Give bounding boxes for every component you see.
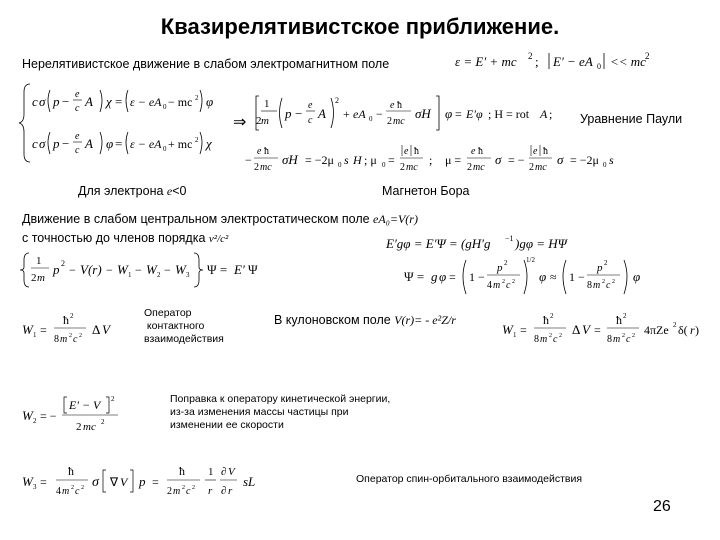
svg-text:c: c <box>75 145 80 156</box>
svg-text:E′ − V: E′ − V <box>69 398 101 412</box>
svg-text:1/2: 1/2 <box>526 256 535 264</box>
electron-note <box>78 184 187 199</box>
svg-text:8: 8 <box>54 334 59 345</box>
svg-text:8: 8 <box>534 334 539 345</box>
svg-text:ħ: ħ <box>414 146 419 157</box>
svg-text:p: p <box>139 474 146 489</box>
svg-text:1: 1 <box>208 466 214 478</box>
w2-label <box>170 393 440 432</box>
svg-text:σ: σ <box>557 152 564 167</box>
svg-text:∇: ∇ <box>110 475 119 489</box>
svg-text:=: = <box>455 107 462 121</box>
svg-text:mc: mc <box>473 162 485 173</box>
svg-text:=: = <box>449 270 456 284</box>
w1-label <box>144 307 254 346</box>
svg-text:ħ: ħ <box>264 146 269 157</box>
electron-note-var: e <box>166 184 173 198</box>
svg-text:Ψ =: Ψ = <box>404 269 425 284</box>
svg-text:2: 2 <box>111 395 115 403</box>
svg-text:g: g <box>431 269 438 284</box>
svg-text:2: 2 <box>70 312 74 320</box>
svg-text:− mc: − mc <box>168 95 193 109</box>
svg-text:Ψ: Ψ <box>248 262 258 277</box>
svg-text:s: s <box>609 153 614 167</box>
svg-text:sL: sL <box>243 474 256 489</box>
svg-text:eA: eA <box>353 107 366 121</box>
svg-text:m: m <box>60 334 68 345</box>
w3-label: Оператор спин-орбитального взаимодействия <box>356 473 583 485</box>
svg-text:A: A <box>540 107 548 121</box>
w2-label-line1: Поправка к оператору кинетической энергии, <box>170 393 391 405</box>
section2-heading-formula: eA₀=V(r) <box>373 212 418 226</box>
svg-text:σH: σH <box>282 152 298 167</box>
coulomb-heading-formula: V(r)= - e²Z/r <box>394 313 456 327</box>
svg-text:2: 2 <box>61 259 65 268</box>
svg-text:p: p <box>53 136 60 151</box>
svg-text:E′φ: E′φ <box>466 107 483 121</box>
svg-text:2: 2 <box>192 485 195 491</box>
svg-text:1: 1 <box>36 255 42 267</box>
svg-text:p: p <box>53 94 60 109</box>
svg-text:φ: φ <box>633 269 641 284</box>
electron-note-text: Для электрона <box>78 184 167 198</box>
svg-text:Ψ =: Ψ = <box>207 262 228 277</box>
svg-text:;: ; <box>535 54 539 69</box>
svg-text:φ: φ <box>206 94 214 109</box>
w1-label-line1: Оператор <box>144 307 192 319</box>
svg-text:m: m <box>62 486 70 497</box>
svg-text:2: 2 <box>101 418 105 426</box>
svg-text:∂: ∂ <box>221 466 227 478</box>
svg-text:2: 2 <box>549 333 552 339</box>
svg-text:ε = E′ + mc: ε = E′ + mc <box>455 54 517 69</box>
svg-text:−: − <box>62 94 70 109</box>
svg-text:=: = <box>115 94 123 109</box>
svg-text:2: 2 <box>69 333 72 339</box>
svg-text:W: W <box>22 408 33 423</box>
implication-arrow: ⇒ <box>233 114 247 131</box>
svg-text:−: − <box>295 106 303 121</box>
svg-text:φ: φ <box>539 269 547 284</box>
svg-text:<< mc: << mc <box>610 54 646 69</box>
svg-text:μ =: μ = <box>445 153 462 167</box>
svg-text:2: 2 <box>550 312 554 320</box>
transform-formula <box>386 232 616 254</box>
section2-heading2-text: с точностью до членов порядка <box>22 231 209 245</box>
svg-text:m: m <box>173 486 181 497</box>
svg-text:ħ: ħ <box>543 313 549 327</box>
w2-label-line2: из-за изменения массы частицы при <box>170 406 349 418</box>
svg-text:ħ: ħ <box>68 464 74 478</box>
svg-text:W: W <box>502 322 513 337</box>
svg-text:2: 2 <box>157 271 161 279</box>
svg-text:ε − eA: ε − eA <box>130 95 162 109</box>
svg-text:2: 2 <box>254 162 259 173</box>
svg-text:−: − <box>376 107 383 121</box>
w3-formula <box>22 458 322 504</box>
svg-text:2: 2 <box>387 116 392 127</box>
svg-text:∂: ∂ <box>221 485 227 497</box>
svg-text:−: − <box>106 263 113 277</box>
svg-text:E′ − eA: E′ − eA <box>553 54 593 69</box>
condition-formula <box>455 48 695 74</box>
svg-text:4πZe: 4πZe <box>644 323 669 337</box>
svg-text:+ mc: + mc <box>168 137 193 151</box>
svg-text:ħ: ħ <box>397 100 402 111</box>
svg-text:;: ; <box>549 107 553 121</box>
svg-text:V(r): V(r) <box>80 262 102 277</box>
svg-text:c: c <box>606 280 611 291</box>
svg-text:2: 2 <box>632 333 635 339</box>
svg-text:e: e <box>471 146 476 157</box>
svg-text:1: 1 <box>33 331 37 339</box>
svg-text:V: V <box>582 322 590 337</box>
section2-heading-text: Движение в слабом центральном электростатическом поле <box>22 212 374 226</box>
svg-text:2: 2 <box>645 51 650 61</box>
svg-text:e: e <box>533 146 538 157</box>
w2-label-line3: изменении ее скорости <box>170 419 284 431</box>
svg-text:ε − eA: ε − eA <box>130 137 162 151</box>
svg-text:c: c <box>553 334 558 345</box>
slide-title: Квазирелятивистское приближение. <box>160 14 560 39</box>
svg-text:3: 3 <box>33 483 37 491</box>
coulomb-heading <box>274 313 456 328</box>
svg-text:m: m <box>261 115 269 127</box>
svg-text:c: c <box>75 103 80 114</box>
svg-text:V: V <box>102 322 110 337</box>
svg-text:mc: mc <box>83 421 96 433</box>
svg-text:E′: E′ <box>234 262 245 277</box>
svg-text:c: c <box>75 486 80 497</box>
pauli-equation <box>255 92 555 134</box>
svg-text:2: 2 <box>400 162 405 173</box>
svg-text:0: 0 <box>382 161 386 169</box>
svg-text:= −: = − <box>508 153 525 167</box>
section1-heading: Нерелятивистское движение в слабом электромагнитном поле <box>22 57 390 71</box>
svg-text:c: c <box>186 486 191 497</box>
svg-text:c: c <box>308 115 313 126</box>
svg-text:2: 2 <box>512 279 515 285</box>
svg-text:c: c <box>506 280 511 291</box>
svg-text:)gφ = HΨ: )gφ = HΨ <box>515 236 567 251</box>
svg-text:; μ: ; μ <box>364 153 377 167</box>
svg-text:ħ: ħ <box>179 464 185 478</box>
svg-text:W: W <box>146 262 157 277</box>
svg-text:mc: mc <box>535 162 547 173</box>
svg-text:2: 2 <box>467 162 472 173</box>
svg-text:2: 2 <box>504 259 508 267</box>
svg-text:8: 8 <box>587 280 592 291</box>
svg-text:=: = <box>40 323 47 337</box>
dirac-system <box>22 80 227 166</box>
svg-text:0: 0 <box>163 103 167 111</box>
svg-text:2: 2 <box>76 421 82 433</box>
svg-text:= −2μ: = −2μ <box>305 153 334 167</box>
svg-text:≈: ≈ <box>550 270 557 284</box>
svg-text:p: p <box>597 262 603 274</box>
svg-text:2: 2 <box>502 279 505 285</box>
svg-text:2: 2 <box>623 312 627 320</box>
svg-text:= −2μ: = −2μ <box>570 153 599 167</box>
svg-text:Δ: Δ <box>92 322 101 337</box>
svg-text:σ: σ <box>39 136 46 151</box>
svg-text:4: 4 <box>56 486 61 497</box>
svg-text:1: 1 <box>264 98 270 110</box>
svg-text:= −: = − <box>40 409 57 423</box>
svg-text:0: 0 <box>163 145 167 153</box>
electron-note-suffix: <0 <box>172 184 187 198</box>
svg-text:c: c <box>626 334 631 345</box>
svg-text:2: 2 <box>167 486 172 497</box>
svg-text:e: e <box>75 131 80 142</box>
svg-text:δ(: δ( <box>678 323 688 337</box>
svg-text:2: 2 <box>31 272 37 284</box>
w1-label-line3: взаимодействия <box>144 333 224 345</box>
svg-text:r: r <box>208 485 213 497</box>
svg-text:2: 2 <box>602 279 605 285</box>
svg-text:mc: mc <box>393 116 405 127</box>
svg-text:σ: σ <box>39 94 46 109</box>
svg-text:−: − <box>164 263 171 277</box>
svg-text:H: H <box>353 153 362 167</box>
svg-text:2: 2 <box>33 417 37 425</box>
svg-text:−: − <box>245 153 252 167</box>
svg-text:2: 2 <box>529 162 534 173</box>
svg-text:2: 2 <box>195 136 199 144</box>
svg-text:ħ: ħ <box>63 313 69 327</box>
svg-text:2: 2 <box>622 333 625 339</box>
svg-text:ħ: ħ <box>543 146 548 157</box>
coulomb-heading-text: В кулоновском поле <box>274 313 395 327</box>
svg-text:σ: σ <box>495 152 502 167</box>
svg-text:ħ: ħ <box>616 313 622 327</box>
svg-text:E′gφ = E′Ψ = (gH′g: E′gφ = E′Ψ = (gH′g <box>386 236 491 251</box>
svg-text:; H = rot: ; H = rot <box>488 107 530 121</box>
svg-text:−1: −1 <box>505 234 514 243</box>
svg-text:mc: mc <box>406 162 418 173</box>
svg-text:−: − <box>135 263 142 277</box>
svg-text:1: 1 <box>128 271 132 279</box>
svg-text:Δ: Δ <box>572 322 581 337</box>
page-number: 26 <box>653 498 671 515</box>
svg-text:=: = <box>115 136 123 151</box>
svg-text:=: = <box>520 323 527 337</box>
w2-formula <box>22 392 147 438</box>
svg-text:−: − <box>69 263 76 277</box>
svg-text:1 −: 1 − <box>469 270 485 284</box>
section2-heading2 <box>22 231 228 245</box>
svg-text:V: V <box>228 466 235 478</box>
svg-text:2: 2 <box>182 485 185 491</box>
svg-text:4: 4 <box>487 280 492 291</box>
svg-text:2: 2 <box>335 96 339 105</box>
svg-text:A: A <box>85 136 93 151</box>
svg-text:2: 2 <box>79 333 82 339</box>
svg-text:c: c <box>32 94 38 109</box>
svg-text:V: V <box>120 475 128 489</box>
svg-text:A: A <box>318 106 326 121</box>
svg-text:m: m <box>493 280 501 291</box>
svg-text:σ: σ <box>92 475 99 490</box>
svg-text:p: p <box>497 262 503 274</box>
svg-text:1 −: 1 − <box>569 270 585 284</box>
svg-text:c: c <box>73 334 78 345</box>
svg-text:2: 2 <box>673 321 677 329</box>
svg-text:m: m <box>593 280 601 291</box>
svg-text:e: e <box>75 89 80 100</box>
svg-text:2: 2 <box>559 333 562 339</box>
svg-text:s: s <box>344 153 349 167</box>
svg-text:W: W <box>22 322 33 337</box>
svg-text:): ) <box>695 323 699 337</box>
svg-text:φ: φ <box>445 106 453 121</box>
svg-text:χ: χ <box>106 94 112 109</box>
svg-text:2: 2 <box>81 485 84 491</box>
w1-label-line2: контактного <box>144 320 205 332</box>
svg-text:σH: σH <box>415 106 431 121</box>
svg-text:φ: φ <box>106 136 114 151</box>
svg-text:0: 0 <box>597 62 601 71</box>
svg-text:c: c <box>32 136 38 151</box>
svg-text:1: 1 <box>513 331 517 339</box>
svg-text:2: 2 <box>612 279 615 285</box>
hamiltonian-formula <box>22 250 272 290</box>
svg-text:χ: χ <box>206 136 212 151</box>
svg-text:m: m <box>540 334 548 345</box>
svg-text:e: e <box>308 100 313 111</box>
svg-text:0: 0 <box>369 115 373 123</box>
svg-text:0: 0 <box>603 161 607 169</box>
svg-text:−: − <box>62 136 70 151</box>
svg-text:m: m <box>37 272 45 284</box>
svg-text:=: = <box>388 153 395 167</box>
svg-text:e: e <box>404 146 409 157</box>
svg-text:2: 2 <box>528 51 533 61</box>
svg-text:φ: φ <box>439 269 447 284</box>
svg-text:p: p <box>285 106 292 121</box>
svg-text:r: r <box>690 323 695 337</box>
svg-text:W: W <box>117 262 128 277</box>
svg-text:W: W <box>22 474 33 489</box>
bohr-magneton-label: Магнетон Бора <box>382 184 470 198</box>
svg-text:=: = <box>594 323 601 337</box>
svg-text:W: W <box>175 262 186 277</box>
svg-text:2: 2 <box>256 115 262 127</box>
svg-text:p: p <box>53 262 60 277</box>
psi-relation-formula <box>404 254 664 300</box>
svg-text:e: e <box>257 146 262 157</box>
svg-text:ħ: ħ <box>478 146 483 157</box>
w1-formula <box>22 310 132 350</box>
pauli-label: Уравнение Паули <box>580 112 683 126</box>
svg-text:=: = <box>40 475 47 489</box>
svg-text:=: = <box>152 475 159 489</box>
svg-text:mc: mc <box>260 162 272 173</box>
svg-text:;: ; <box>429 153 433 167</box>
svg-text:3: 3 <box>186 271 190 279</box>
magnetic-moment-formula <box>245 140 685 180</box>
svg-text:2: 2 <box>195 94 199 102</box>
svg-text:A: A <box>85 94 93 109</box>
svg-text:2: 2 <box>71 485 74 491</box>
section2-heading2-formula: v²/c² <box>208 233 229 245</box>
svg-text:2: 2 <box>604 259 608 267</box>
svg-text:m: m <box>613 334 621 345</box>
w1-coulomb-formula <box>502 310 712 350</box>
svg-text:e: e <box>390 100 395 111</box>
svg-text:r: r <box>228 485 233 497</box>
svg-text:0: 0 <box>338 161 342 169</box>
svg-text:+: + <box>343 107 350 121</box>
section2-heading <box>22 212 418 227</box>
svg-text:8: 8 <box>607 334 612 345</box>
